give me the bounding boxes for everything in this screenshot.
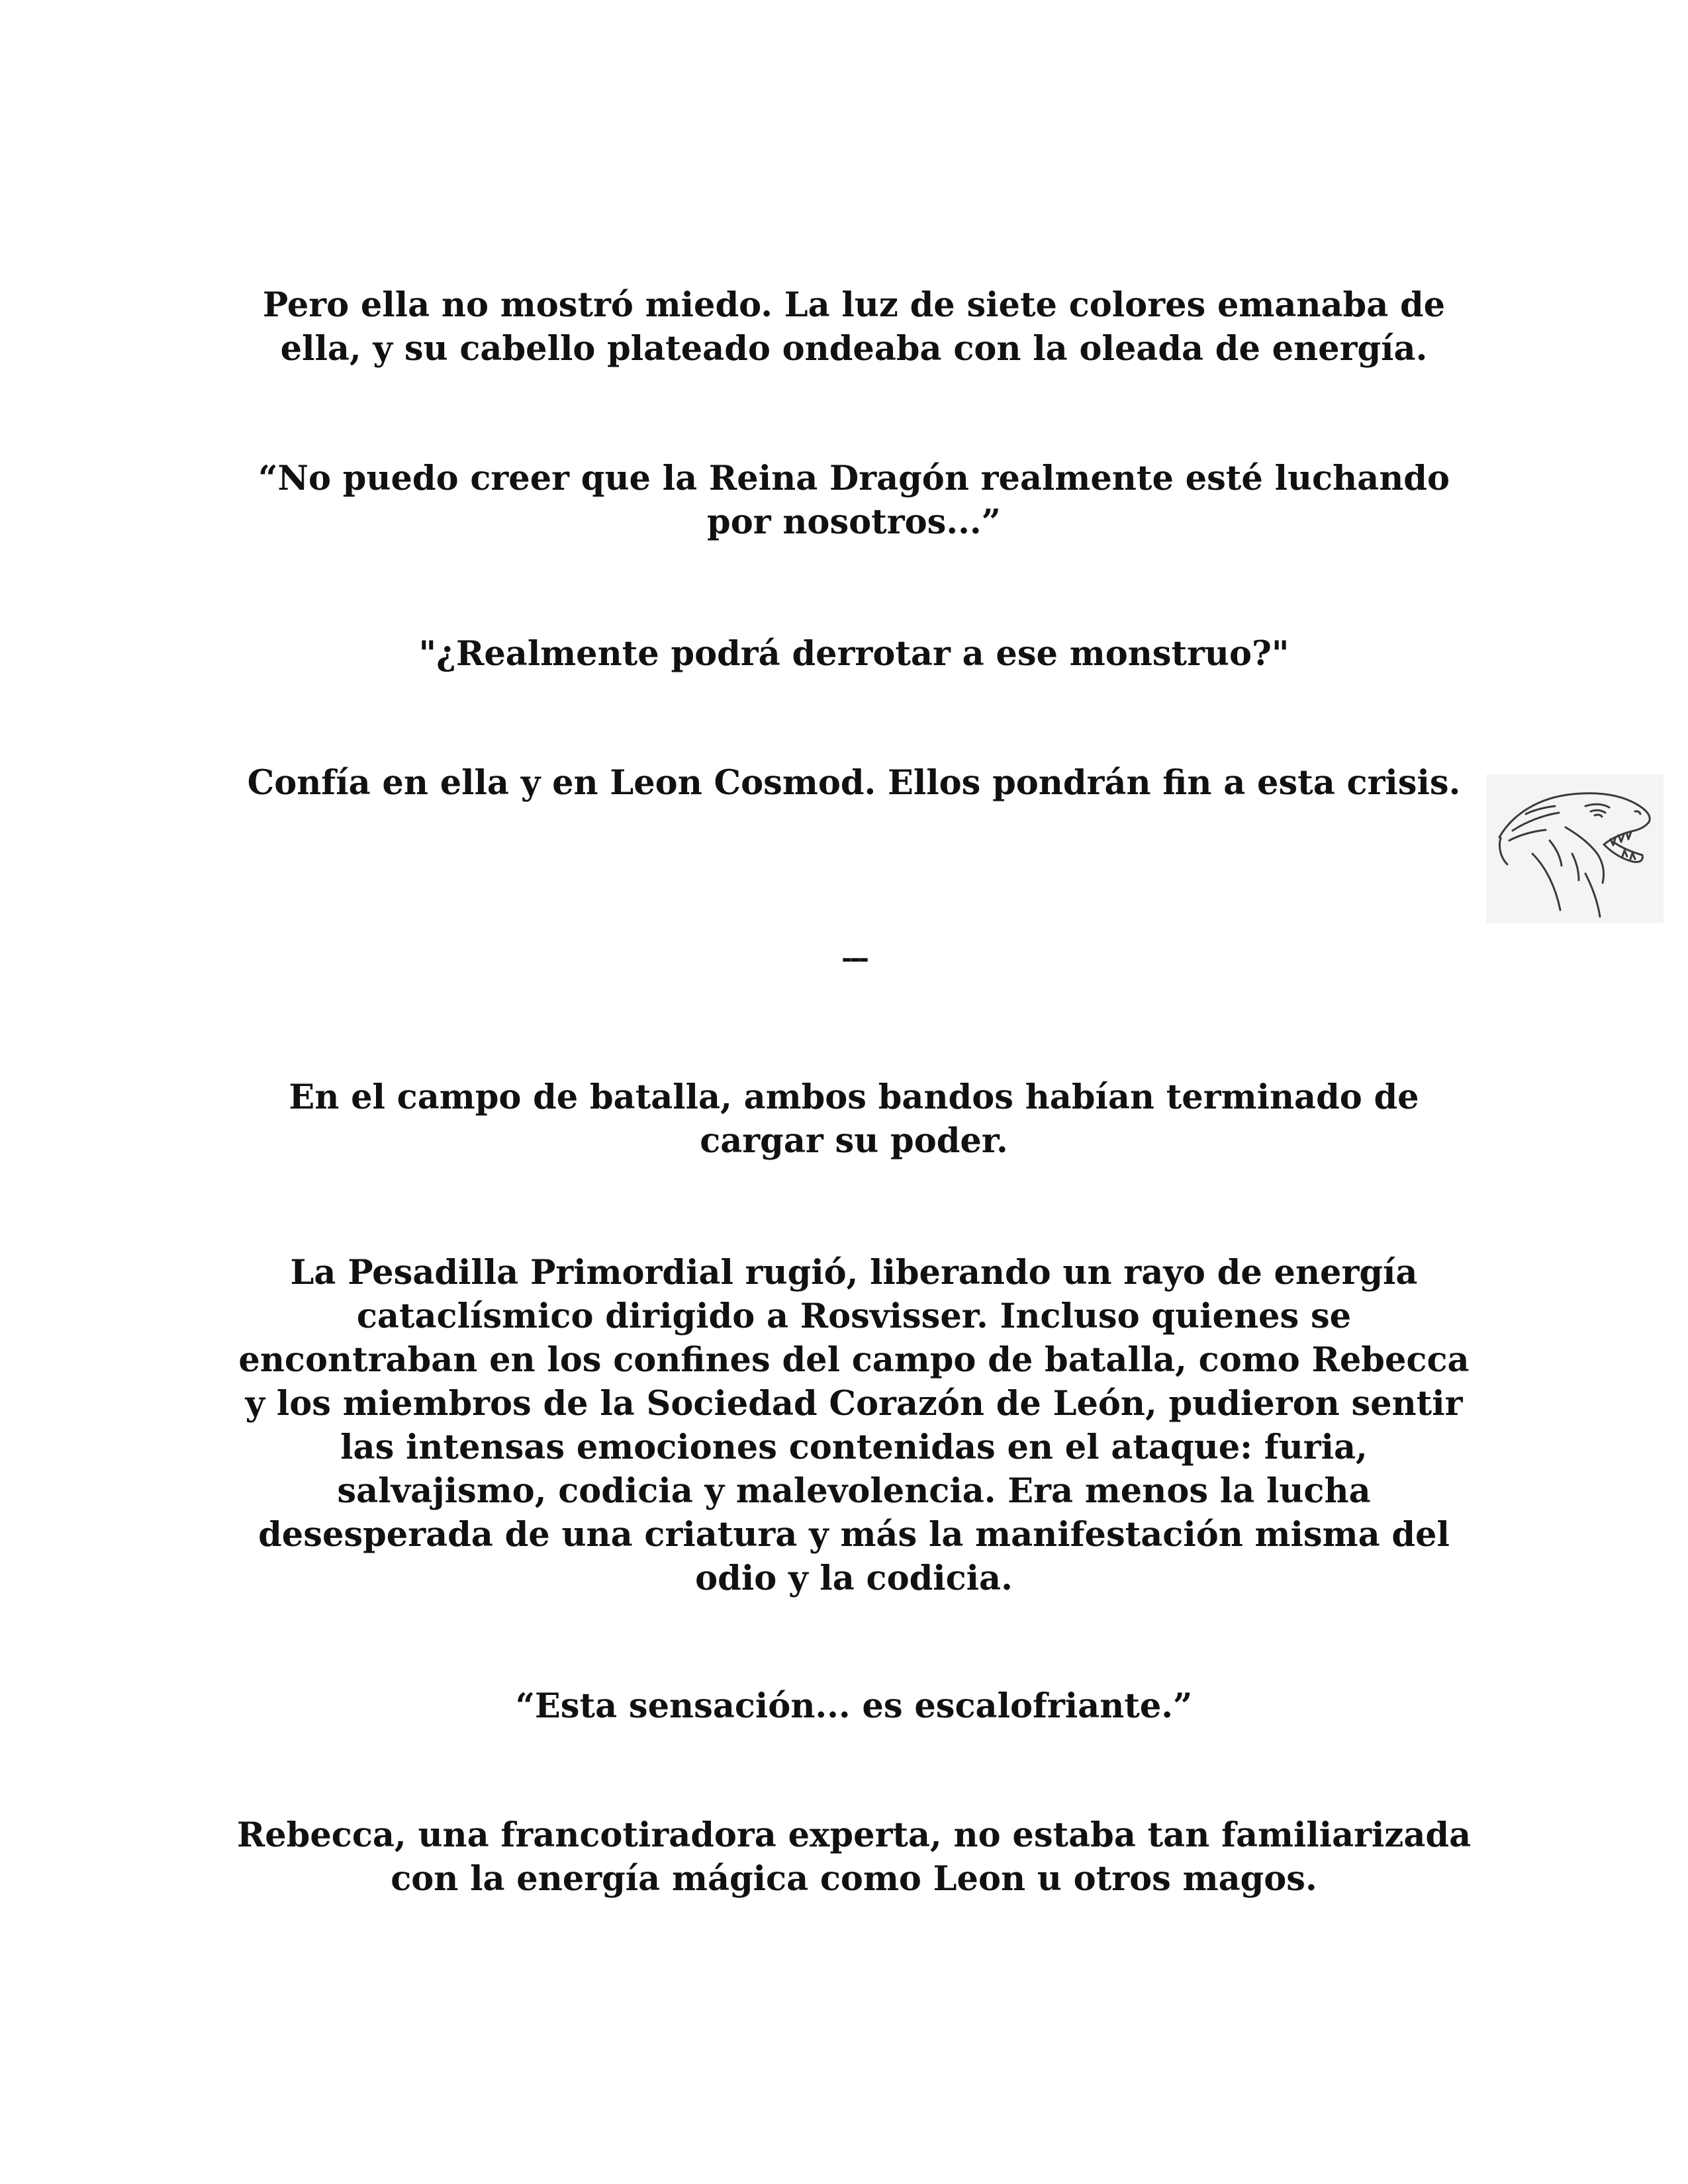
paragraph-intro: Pero ella no mostró miedo. La luz de siete colores emanaba de ella, y su cabello plateado ondeaba con la oleada de energía. [262,285,1446,369]
paragraph-nightmare: La Pesadilla Primordial rugió, liberando un rayo de energía cataclísmico dirigido a Rosvisser. Incluso quienes se encontraban en los confines del campo de batalla, como Rebecca y los miembros de la Sociedad Corazón de León, pudieron sentir las intensas emociones contenidas en el ataque: furia, salvajismo, codicia y malevolencia. Era menos la lucha desesperada de una criatura y más la manifestación misma del odio y la codicia. [238,1253,1470,1598]
paragraph-quote-queen: “No puedo creer que la Reina Dragón realmente esté luchando por nosotros...” [258,459,1450,542]
paragraph-quote-sensation: “Esta sensación... es escalofriante.” [515,1686,1193,1726]
dragon-head-sketch-icon [1486,774,1664,923]
paragraph-trust: Confía en ella y en Leon Cosmod. Ellos pondrán fin a esta crisis. [247,763,1461,803]
paragraph-quote-monster: "¿Realmente podrá derrotar a ese monstruo?" [418,634,1289,674]
paragraph-rebecca: Rebecca, una francotiradora experta, no estaba tan familiarizada con la energía mágica como Leon u otros magos. [236,1815,1472,1899]
section-separator: --- [841,942,867,974]
paragraph-battlefield: En el campo de batalla, ambos bandos habían terminado de cargar su poder. [289,1077,1419,1161]
